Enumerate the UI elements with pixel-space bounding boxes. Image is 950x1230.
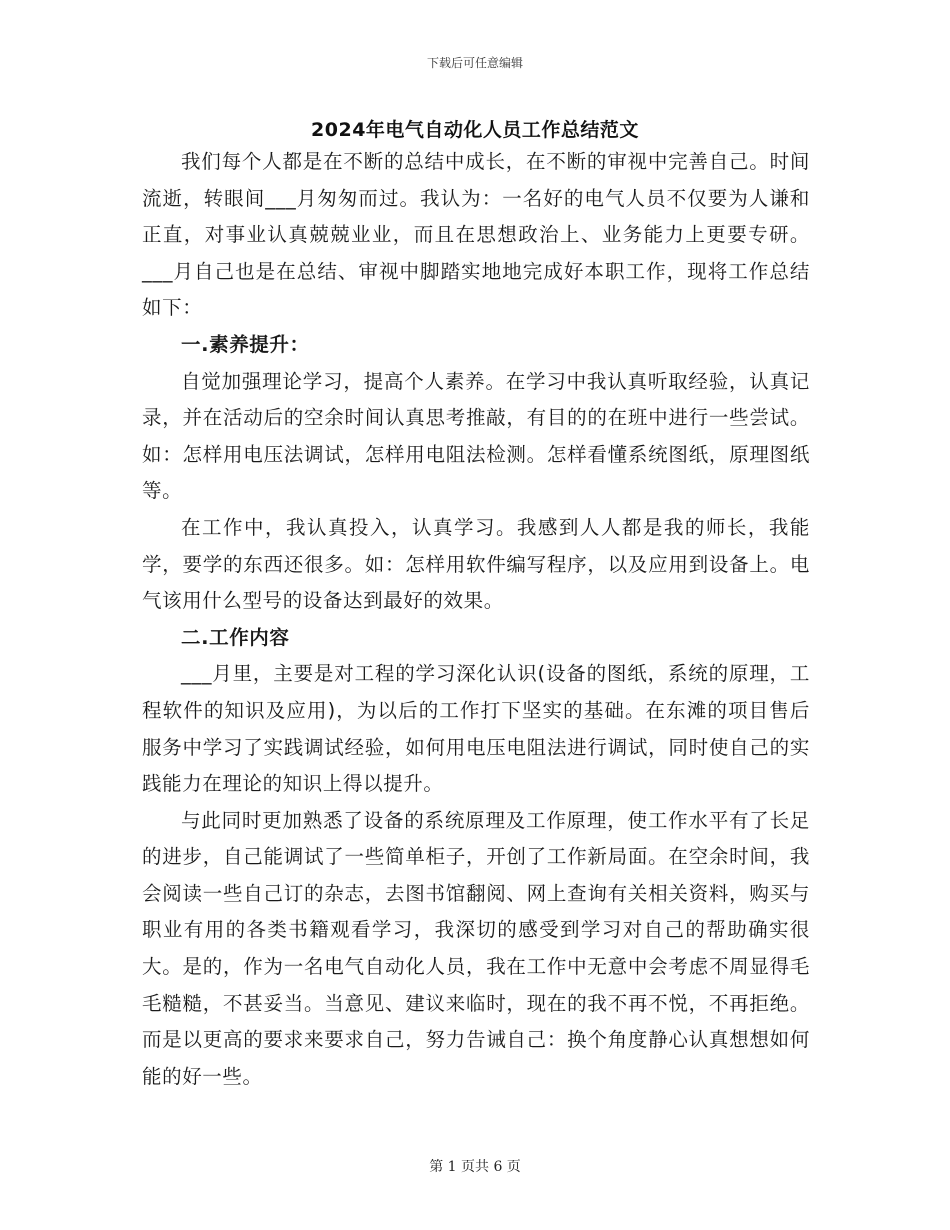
section-heading-2: 二.工作内容 bbox=[181, 625, 290, 649]
section1-paragraph-1: 自觉加强理论学习，提高个人素养。在学习中我认真听取经验，认真记录，并在活动后的空余时间认真思考推敲，有目的的在班中进行一些尝试。如：怎样用电压法调试，怎样用电阻法检测。怎样看懂系统图纸，原理图纸等。 bbox=[142, 369, 810, 503]
section2-paragraph-1: ___月里，主要是对工程的学习深化认识(设备的图纸，系统的原理，工程软件的知识及应用)，为以后的工作打下坚实的基础。在东滩的项目售后服务中学习了实践调试经验，如何用电压电阻法进行调试，同时使自己的实践能力在理论的知识上得以提升。 bbox=[142, 662, 810, 796]
section2-paragraph-2: 与此同时更加熟悉了设备的系统原理及工作原理，使工作水平有了长足的进步，自己能调试了一些简单柜子，开创了工作新局面。在空余时间，我会阅读一些自己订的杂志，去图书馆翻阅、网上查询有关相关资料，购买与职业有用的各类书籍观看学习，我深切的感受到学习对自己的帮助确实很大。是的，作为一名电气自动化人员，我在工作中无意中会考虑不周显得毛毛糙糙，不甚妥当。当意见、建议来临时，现在的我不再不悦，不再拒绝。而是以更高的要求来要求自己，努力告诫自己：换个角度静心认真想想如何能的好一些。 bbox=[142, 808, 810, 1088]
section-heading-1: 一.素养提升： bbox=[181, 332, 310, 356]
page-number: 第 1 页共 6 页 bbox=[429, 1159, 521, 1175]
page-header: 下载后可任意编辑 bbox=[426, 56, 523, 70]
document-body bbox=[142, 144, 810, 1095]
document-title: 2024年电气自动化人员工作总结范文 bbox=[311, 119, 639, 141]
section1-paragraph-2: 在工作中，我认真投入，认真学习。我感到人人都是我的师长，我能学，要学的东西还很多。如：怎样用软件编写程序，以及应用到设备上。电气该用什么型号的设备达到最好的效果。 bbox=[142, 515, 810, 613]
intro-paragraph: 我们每个人都是在不断的总结中成长，在不断的审视中完善自己。时间流逝，转眼间___月匆匆而过。我认为：一名好的电气人员不仅要为人谦和正直，对事业认真兢兢业业，而且在思想政治上、业务能力上更要专研。___月自己也是在总结、审视中脚踏实地地完成好本职工作，现将工作总结如下： bbox=[142, 150, 810, 320]
